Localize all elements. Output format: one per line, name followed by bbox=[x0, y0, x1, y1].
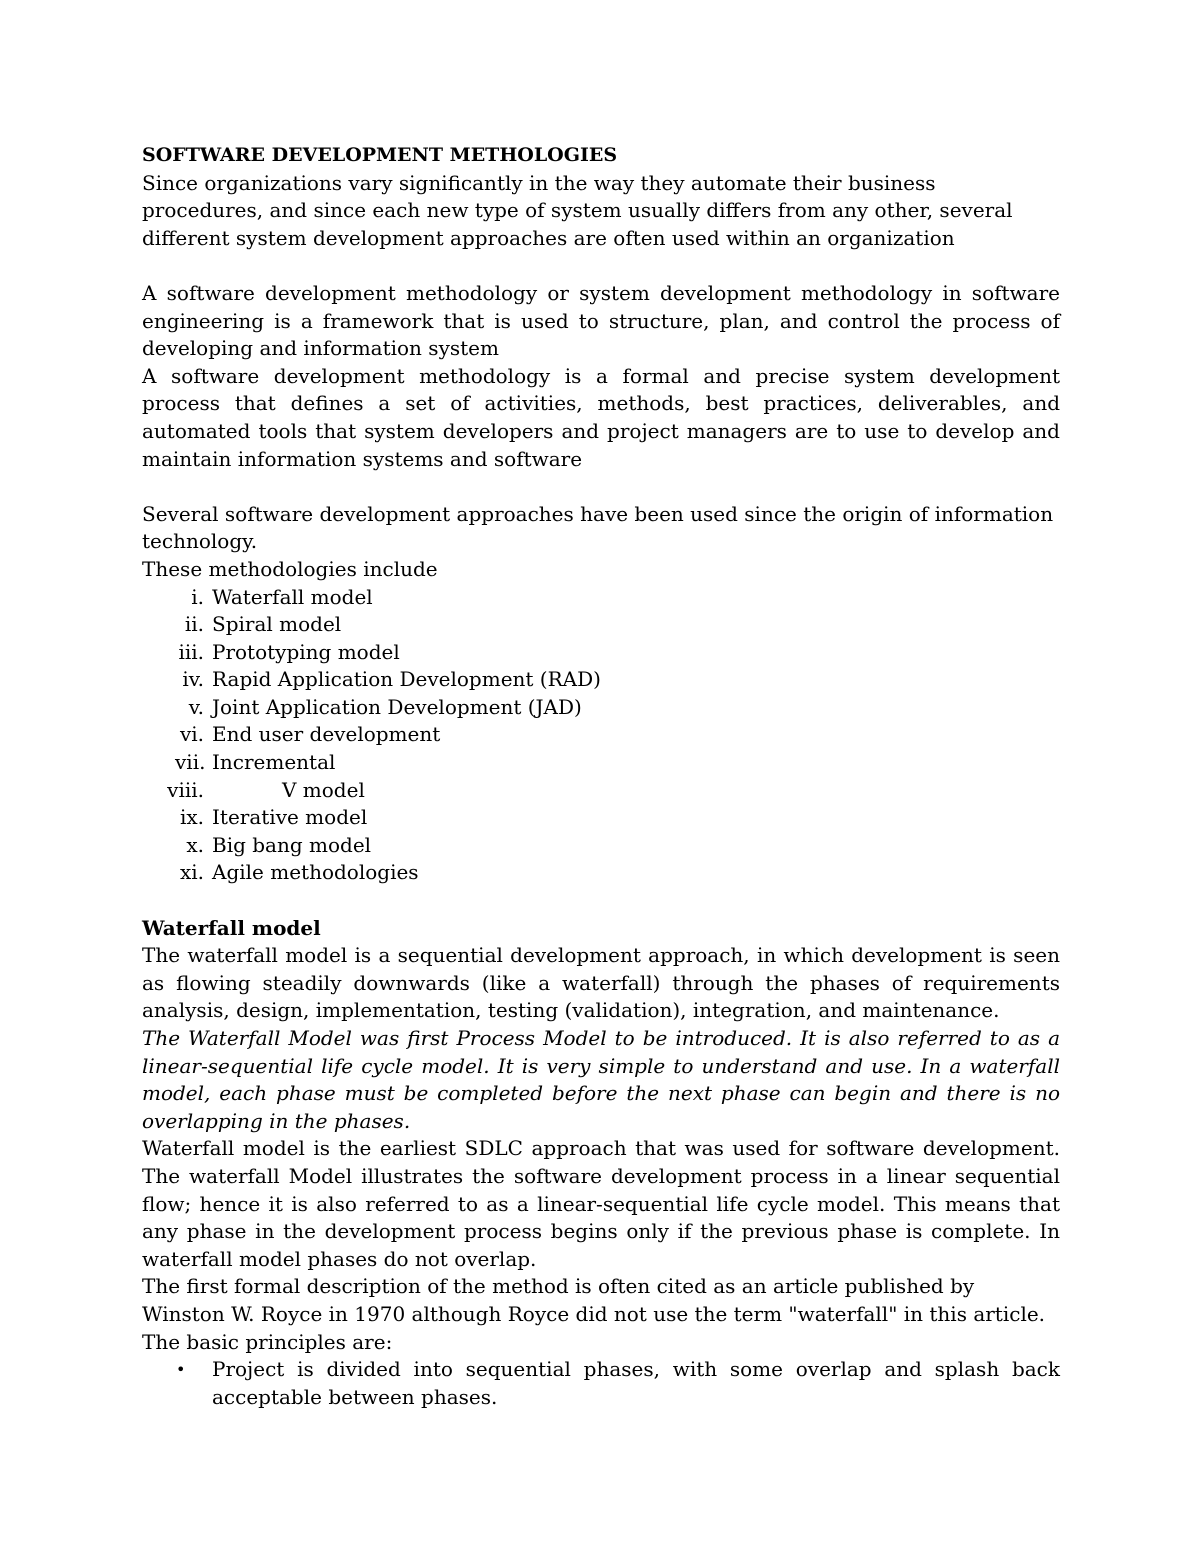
list-item-text: V model bbox=[282, 777, 365, 802]
list-item-text: Spiral model bbox=[212, 612, 342, 637]
list-item-number: xi. bbox=[179, 860, 204, 885]
list-item bbox=[142, 694, 1060, 722]
list-item bbox=[142, 721, 1060, 749]
spacer bbox=[142, 887, 1060, 915]
list-item bbox=[142, 584, 1060, 612]
list-item-text: Big bang model bbox=[212, 832, 372, 857]
list-item-text: Incremental bbox=[212, 750, 336, 775]
principles-list bbox=[142, 1356, 1060, 1411]
list-item bbox=[142, 639, 1060, 667]
methodologies-list bbox=[142, 584, 1060, 888]
definition-paragraph-1: A software development methodology or system development methodology in software engineering is a framework that is used to structure, plan, and control the process of developing and information system bbox=[142, 280, 1060, 361]
list-item-text: End user development bbox=[212, 722, 441, 747]
list-intro: These methodologies include bbox=[142, 556, 438, 581]
approaches-paragraph: Several software development approaches have been used since the origin of information technology. bbox=[142, 501, 1054, 554]
list-item-text: Iterative model bbox=[212, 805, 368, 830]
list-item bbox=[142, 1356, 1060, 1411]
list-item-text: Prototyping model bbox=[212, 639, 400, 664]
list-item-number: ii. bbox=[184, 612, 204, 637]
list-item-number: vi. bbox=[179, 722, 204, 747]
waterfall-italic-paragraph: The Waterfall Model was first Process Model to be introduced. It is also referred to as a linear-sequential life cycle model. It is very simple to understand and use. In a waterfall model, each phase must be completed before the next phase can begin and there is no overlapping in the phases. bbox=[142, 1026, 1060, 1133]
list-item-number: ix. bbox=[179, 805, 204, 830]
list-item-number: x. bbox=[186, 832, 204, 857]
list-item-number: i. bbox=[191, 584, 204, 609]
definition-paragraph-2: A software development methodology is a formal and precise system development process that defines a set of activities, methods, best practices, deliverables, and automated tools that system developers and project managers are to use to develop and maintain information systems and software bbox=[142, 363, 1060, 471]
list-item bbox=[142, 749, 1060, 777]
list-item bbox=[142, 666, 1060, 694]
list-item-text: Project is divided into sequential phases, with some overlap and splash back acceptable between phases. bbox=[212, 1357, 1060, 1409]
list-item bbox=[142, 777, 1060, 805]
waterfall-paragraph-3: Waterfall model is the earliest SDLC approach that was used for software development. The waterfall Model illustrates the software development process in a linear sequential flow; hence it is also referred to as a linear-sequential life cycle model. This means that any phase in the development process begins only if the previous phase is complete. In waterfall model phases do not overlap. bbox=[142, 1136, 1060, 1271]
list-item bbox=[142, 859, 1060, 887]
list-item bbox=[142, 804, 1060, 832]
waterfall-paragraph-1: The waterfall model is a sequential development approach, in which development is seen as flowing steadily downwards (like a waterfall) through the phases of requirements analysis, design, implementation, testing (validation), integration, and maintenance. bbox=[142, 943, 1060, 1023]
spacer bbox=[142, 252, 1060, 280]
document-page bbox=[142, 142, 1060, 1411]
document-title: SOFTWARE DEVELOPMENT METHOLOGIES bbox=[142, 144, 618, 166]
list-item-number: v. bbox=[188, 694, 204, 719]
list-item-number: viii. bbox=[167, 777, 204, 802]
principles-intro: The basic principles are: bbox=[142, 1329, 393, 1354]
waterfall-paragraph-4: The first formal description of the method is often cited as an article published by Winston W. Royce in 1970 although Royce did not use the term "waterfall" in this article. bbox=[142, 1274, 1046, 1326]
list-item-text: Agile methodologies bbox=[212, 860, 419, 885]
list-item-text: Joint Application Development (JAD) bbox=[212, 694, 582, 719]
list-item-text: Waterfall model bbox=[212, 584, 373, 609]
waterfall-heading: Waterfall model bbox=[142, 915, 321, 940]
list-item-number: vii. bbox=[175, 750, 206, 775]
list-item bbox=[142, 611, 1060, 639]
list-item-text: Rapid Application Development (RAD) bbox=[212, 667, 601, 692]
list-item-number: iv. bbox=[182, 667, 204, 692]
intro-paragraph: Since organizations vary significantly in the way they automate their business procedures, and since each new type of system usually differs from any other, several different system development approaches are often used within an organization bbox=[142, 170, 1013, 250]
spacer bbox=[142, 473, 1060, 501]
list-item-number: iii. bbox=[178, 639, 204, 664]
list-item bbox=[142, 832, 1060, 860]
bullet-icon: • bbox=[176, 1360, 186, 1380]
